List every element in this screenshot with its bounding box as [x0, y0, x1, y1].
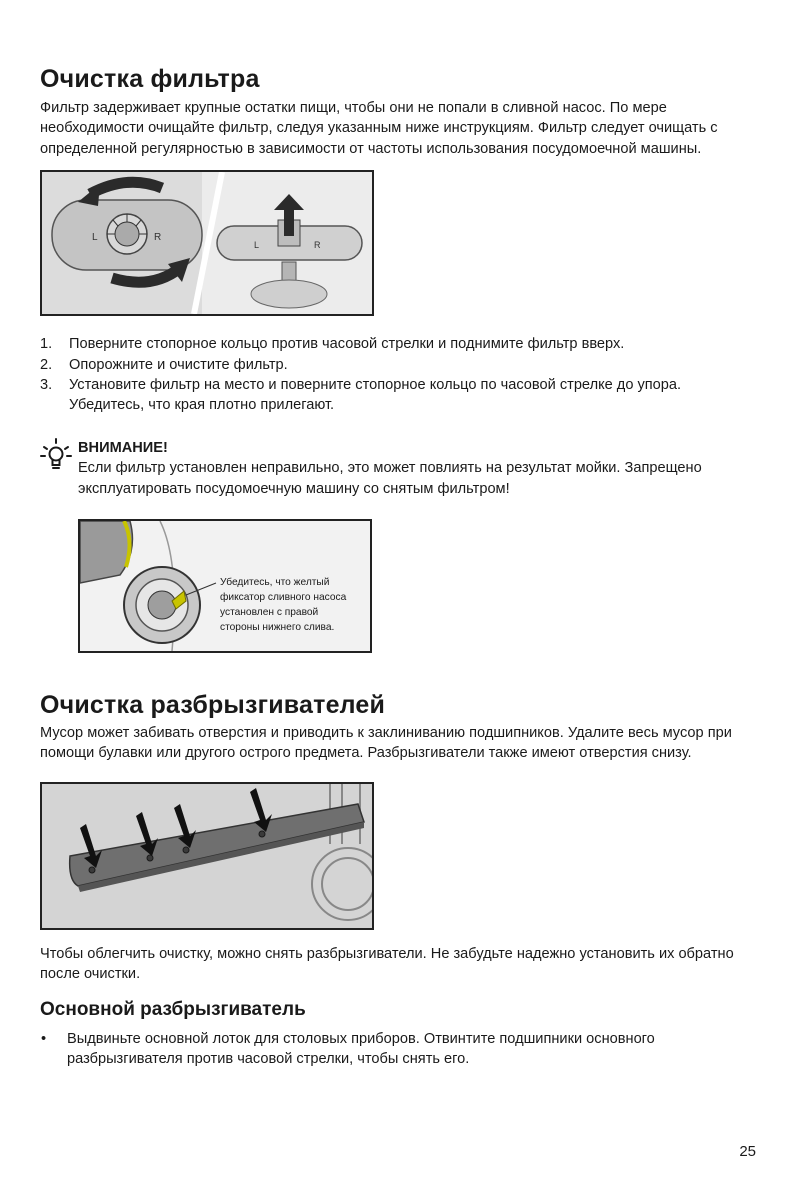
step-number: 2.	[40, 356, 53, 373]
left-mark-l: L	[92, 232, 98, 244]
drain-core	[148, 591, 176, 619]
callout-line: Убедитесь, что желтый	[220, 577, 330, 589]
left-filter-core	[115, 222, 139, 246]
sprayer-figure	[40, 782, 374, 930]
left-mark-r: R	[154, 232, 162, 244]
pump-cover	[80, 521, 132, 583]
warning-text: Если фильтр установлен неправильно, это может повлиять на результат мойки. Запрещено эксплуатировать посудомоечную машину со снятым фильтром!	[78, 460, 702, 497]
drain-callout	[220, 575, 346, 635]
callout-line: установлен с правой	[220, 607, 319, 619]
page-content	[40, 62, 760, 1070]
sprayer-illustration	[42, 784, 372, 928]
callout-line: фиксатор сливного насоса	[220, 592, 347, 604]
filter-illustration	[42, 172, 372, 314]
warning-title: ВНИМАНИЕ!	[78, 439, 168, 456]
filter-steps	[40, 334, 760, 416]
filter-intro: Фильтр задерживает крупные остатки пищи, чтобы они не попали в сливной насос. По мере необходимости очищайте фильтр, следуя указанным ниже инструкциям. Фильтр следует очищать с определенной регулярностью в зависимости от частоты использования посудомоечной машины.	[40, 100, 718, 157]
lift-arrow-shaft	[284, 206, 294, 236]
drain-figure	[78, 519, 372, 653]
page-number: 25	[739, 1143, 756, 1160]
warning-block	[40, 438, 760, 499]
filter-section-title: Очистка фильтра	[40, 65, 260, 93]
step-number: 3.	[40, 377, 53, 394]
callout-line: стороны нижнего слива.	[220, 622, 335, 634]
step-text: Опорожните и очистите фильтр.	[69, 356, 288, 373]
sprayer-intro: Мусор может забивать отверстия и приводить к заклиниванию подшипников. Удалите весь мусор при помощи булавки или другого острого предмета. Разбрызгиватели также имеют отверстия снизу.	[40, 725, 732, 762]
step-item	[40, 334, 760, 354]
main-sprayer-bullets	[40, 1029, 760, 1070]
bullet-item	[40, 1029, 760, 1070]
step-number: 1.	[40, 336, 53, 353]
right-mark-r: R	[314, 240, 321, 251]
right-mark-l: L	[254, 240, 260, 251]
step-item	[40, 355, 760, 375]
sprayer-note: Чтобы облегчить очистку, можно снять разбрызгиватели. Не забудьте надежно установить их обратно после очистки.	[40, 945, 734, 983]
step-text: Установите фильтр на место и поверните стопорное кольцо по часовой стрелке до упора. Убедитесь, что края плотно прилегают.	[69, 377, 682, 414]
filter-figure	[40, 170, 374, 316]
sprayer-section-title: Очистка разбрызгивателей	[40, 691, 386, 720]
main-sprayer-title: Основной разбрызгиватель	[40, 998, 306, 1020]
bullet-dot: •	[41, 1030, 47, 1047]
lightbulb-icon	[40, 438, 72, 470]
step-text: Поверните стопорное кольцо против часовой стрелки и поднимите фильтр вверх.	[69, 336, 625, 353]
step-item	[40, 375, 760, 416]
right-filter-basket	[251, 280, 327, 308]
bullet-text: Выдвиньте основной лоток для столовых приборов. Отвинтите подшипники основного разбрызгивателя против часовой стрелки, чтобы снять его.	[67, 1030, 655, 1068]
